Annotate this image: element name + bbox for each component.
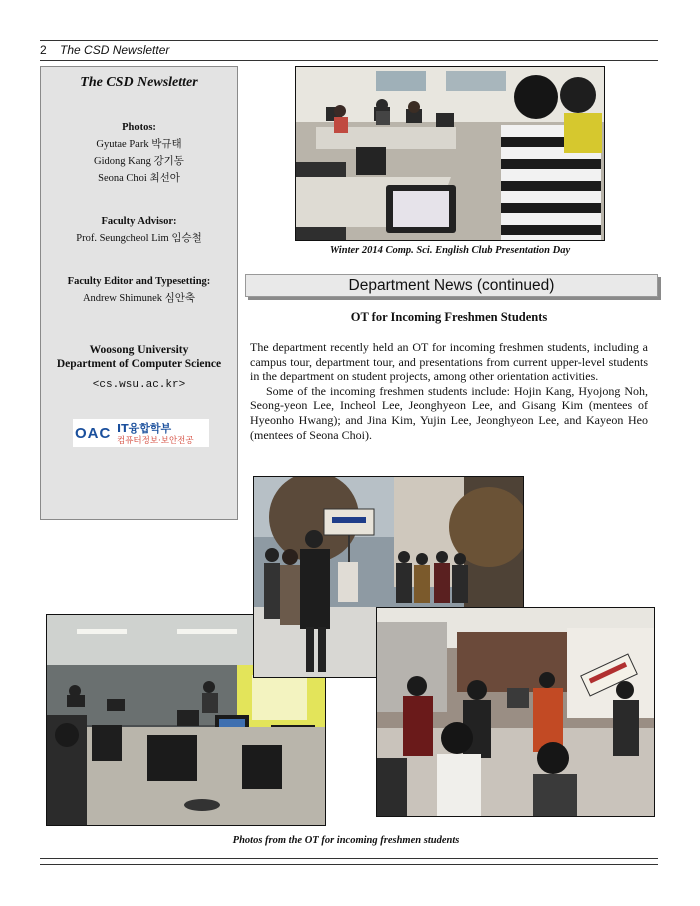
faculty-advisor: [41, 213, 237, 247]
department-line: Department of Computer Science: [56, 358, 222, 370]
footer-rule-2: [40, 864, 658, 865]
sidebar-credits-box: [40, 66, 238, 520]
photos-credits: [41, 119, 237, 187]
photo-credit: Gidong Kang 강기동: [94, 156, 184, 167]
department-tour-image: [377, 608, 654, 816]
article-paragraph: The department recently held an OT for incoming freshmen students, including a campus tour, department tour, and presentations from current upper-level students in the department on student projects, among other orientation activities.: [250, 340, 648, 384]
article-paragraph: Some of the incoming freshmen students include: Hojin Kang, Hyojong Noh, Seong-yeon Lee, Incheol Lee, Jeonghyeon Lee, and Gisang Kim (mentees of Hyeonho Hwang); and Jina Kim, Yujin Lee, Jeonghyeon Lee, and Kayeon Heo (mentees of Seona Choi).: [250, 383, 648, 442]
department-url[interactable]: <cs.wsu.ac.kr>: [92, 379, 186, 391]
editor-name: Andrew Shimunek 심안축: [82, 293, 196, 304]
advisor-name: Prof. Seungcheol Lim 임승철: [76, 233, 202, 244]
logo-korean-subtitle: 컴퓨터정보·보안전공: [117, 436, 194, 446]
top-photo: [295, 66, 605, 241]
running-title: The CSD Newsletter: [60, 43, 170, 57]
footer-rule-1: [40, 858, 658, 859]
photo-credit: Gyutae Park 박규태: [96, 139, 182, 150]
header-top-rule: [40, 40, 658, 41]
photo-credit: Seona Choi 최선아: [98, 173, 180, 184]
logo-mark: OAC: [75, 425, 112, 442]
department-tour-photo: [376, 607, 655, 817]
article-title: OT for Incoming Freshmen Students: [350, 310, 548, 324]
photos-heading: Photos:: [122, 122, 156, 133]
university-line: Woosong University: [89, 344, 189, 356]
header-bottom-rule: [40, 60, 658, 61]
page-number: 2: [40, 43, 47, 57]
logo-korean-title: IT융합학부: [117, 422, 172, 435]
advisor-heading: Faculty Advisor:: [101, 216, 177, 227]
page-header: [40, 43, 169, 57]
sidebar-title: The CSD Newsletter: [80, 75, 198, 90]
university-name: [41, 343, 237, 371]
top-photo-caption: Winter 2014 Comp. Sci. English Club Presentation Day: [329, 245, 571, 256]
faculty-editor: [41, 273, 237, 307]
section-banner: Department News (continued): [245, 274, 658, 297]
department-logo: [73, 419, 209, 447]
editor-heading: Faculty Editor and Typesetting:: [67, 276, 211, 287]
lab-presentation-image: [296, 67, 604, 240]
article-body: [250, 340, 648, 442]
bottom-photos-caption: Photos from the OT for incoming freshmen students: [232, 835, 460, 846]
